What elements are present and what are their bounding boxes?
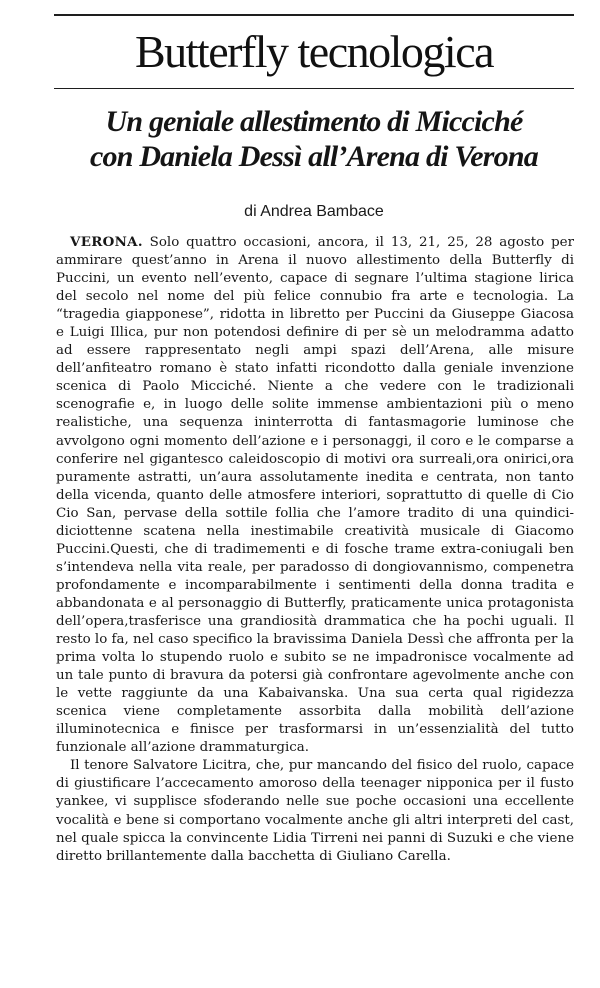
paragraph-1-text: Solo quattro occasioni, ancora, il 13, 21, 25, 28 agosto per ammirare quest’anno in Arena il nuovo allestimento della Butterfly di Puccini, un evento nell’evento, capace di segnare l’ultima stagione lirica del secolo nel nome del più felice connubio fra arte e tecnologia. La “tragedia giapponese”, ridotta in libretto per Puccini da Giuseppe Giacosa e Luigi Illica, pur non potendosi definire di per sè un melodramma adatto ad essere rappresentato negli ampi spazi dell’Arena, alle misure dell’anfiteatro romano è stato infatti ricondotto dalla geniale invenzione scenica di Paolo Micciché. Niente a che vedere con le tradizionali scenografie e, in luogo delle solite immense ambientazioni più o meno realistiche, una sequenza ininterrotta di fantasmagorie luminose che avvolgono ogni momento dell’azione e i personaggi, il coro e le comparse a conferire nel gigantesco caleidoscopio di motivi ora surreali,ora onirici,ora puramente astratti, un’aura assolutamente inedita e centrata, non tanto della vicenda, quanto delle atmosfere interiori, soprattutto di quelle di Cio Cio San, pervase della sottile follia che l’amore tradito di una quindici-diciottenne scatena nella inestimabile creatività musicale di Giacomo Puccini.Questi, che di tradimementi e di fosche trame extra-coniugali ben s’intendeva nella vita reale, per paradosso di dongiovannismo, compenetra profondamente e incomparabilmente i sentimenti della donna tradita e abbandonata e al personaggio di Butterfly, praticamente unica protagonista dell’opera,trasferisce una grandiosità drammatica che ha pochi uguali. Il resto lo fa, nel caso specifico la bravissima Daniela Dessì che affronta per la prima volta lo stupendo ruolo e subito se ne impadronisce vocalmente ad un tale punto di bravura da potersi già confrontare agevolmente anche con le vette raggiunte da una Kabaivanska. Una sua certa qual rigidezza scenica viene completamente assorbita dalla mobilità dell’azione illuminotecnica e finisce per trasformarsi in un’essenzialità del tutto funzionale all’azione drammaturgica. bbox=[56, 235, 574, 756]
subtitle bbox=[54, 104, 574, 174]
dateline: VERONA. bbox=[70, 234, 143, 250]
subtitle-line-2: con Daniela Dessì all’Arena di Verona bbox=[90, 140, 538, 173]
paragraph-1 bbox=[56, 233, 574, 757]
paragraph-2: Il tenore Salvatore Licitra, che, pur mancando del fisico del ruolo, capace di giustificare l’accecamento amoroso della teenager nipponica per il fusto yankee, vi supplisce sfoderando nelle sue poche occasioni una eccellente vocalità e bene si comportano vocalmente anche gli altri interpreti del cast, nel quale spicca la convincente Lidia Tirreni nei panni di Suzuki e che viene diretto brillantemente dalla bacchetta di Giuliano Carella. bbox=[56, 758, 574, 864]
headline-rule bbox=[54, 88, 574, 89]
byline: di Andrea Bambace bbox=[244, 203, 384, 220]
subtitle-line-1: Un geniale allestimento di Micciché bbox=[105, 105, 523, 138]
headline: Butterfly tecnologica bbox=[134, 26, 494, 77]
article-body bbox=[56, 233, 574, 866]
article-clipping bbox=[54, 14, 574, 974]
top-rule bbox=[54, 14, 574, 16]
